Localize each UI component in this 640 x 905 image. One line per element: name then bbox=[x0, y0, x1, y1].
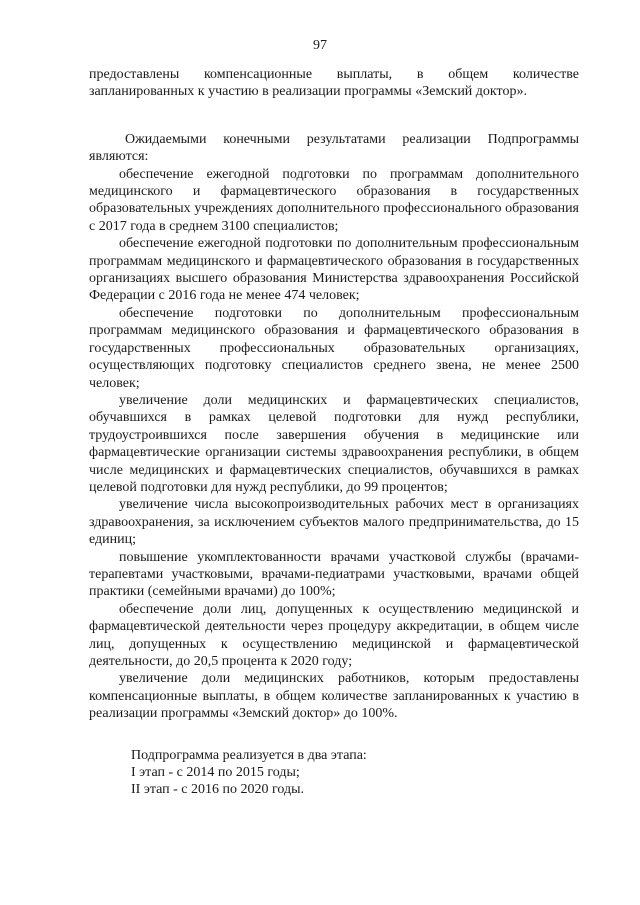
page-number: 97 bbox=[313, 38, 327, 53]
results-heading: Ожидаемыми конечными результатами реализации Подпрограммы являются: bbox=[89, 131, 579, 165]
result-item: увеличение доли медицинских и фармацевтических специалистов, обучавшихся в рамках целевой подготовки для нужд республики, трудоустроившихся после завершения обучения в медицинские или фармацевтические организации системы здравоохранения республики, в общем числе медицинских и фармацевтических специалистов, обучавшихся в рамках целевой подготовки для нужд республики, до 99 процентов; bbox=[89, 392, 579, 495]
result-item: повышение укомплектованности врачами участковой службы (врачами-терапевтами участковыми, врачами-педиатрами участковыми, врачами общей практики (семейными врачами) до 100%; bbox=[89, 549, 579, 600]
intro-paragraph: предоставлены компенсационные выплаты, в общем количестве запланированных к участию в реализации программы «Земский доктор». bbox=[89, 67, 579, 100]
document-body bbox=[89, 66, 579, 799]
result-item: обеспечение ежегодной подготовки по программам дополнительного медицинского и фармацевтического образования в государственных образовательных учреждениях дополнительного профессионального образования с 2017 года в среднем 3100 специалистов; bbox=[89, 166, 579, 234]
stages-heading: Подпрограмма реализуется в два этапа: bbox=[131, 747, 367, 763]
result-item: увеличение числа высокопроизводительных рабочих мест в организациях здравоохранения, за исключением субъектов малого предпринимательства, до 15 единиц; bbox=[89, 497, 579, 548]
result-item: увеличение доли медицинских работников, которым предоставлены компенсационные выплаты, в общем количестве запланированных к участию в реализации программы «Земский доктор» до 100%. bbox=[89, 671, 579, 722]
result-item: обеспечение ежегодной подготовки по дополнительным профессиональным программам медицинского и фармацевтического образования в государственных организациях высшего образования Министерства здравоохранения Российской Федерации с 2016 года не менее 474 человек; bbox=[89, 236, 579, 304]
stage-item: II этап - с 2016 по 2020 годы. bbox=[131, 782, 305, 798]
stage-item: I этап - с 2014 по 2015 годы; bbox=[131, 765, 300, 781]
result-item: обеспечение доли лиц, допущенных к осуществлению медицинской и фармацевтической деятельности через процедуру аккредитации, в общем числе лиц, допущенных к осуществлению медицинской и фармацевтической деятельности, до 20,5 процента к 2020 году; bbox=[89, 601, 579, 669]
result-item: обеспечение подготовки по дополнительным профессиональным программам медицинского образования и фармацевтического образования в государственных профессиональных образовательных организациях, осуществляющих подготовку специалистов среднего звена, не менее 2500 человек; bbox=[89, 305, 579, 391]
